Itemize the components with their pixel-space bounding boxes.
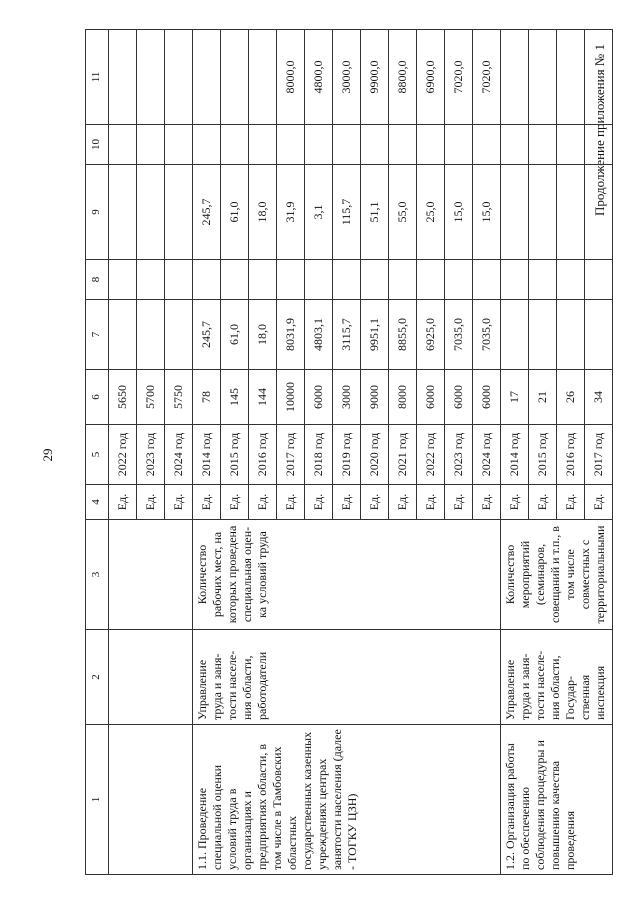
funding-cell: 115,7	[333, 165, 361, 260]
measure-name-cell: 1.1. Проведение специальной оценки условий труда в организациях и предприятиях области, в том числе в Тамбовских областных государственных казенных учреждениях центрах занятости населения (далее - ТОГКУ ЦЗН)	[193, 725, 501, 875]
funding-cell	[501, 165, 529, 260]
year-cell: 2017 год	[277, 425, 305, 485]
total-funding-cell	[501, 300, 529, 370]
year-cell: 2024 год	[473, 425, 501, 485]
empty-cell	[193, 260, 221, 300]
funding-cell: 4800,0	[305, 30, 333, 125]
unit-cell: Ед.	[193, 485, 221, 520]
funding-cell	[557, 30, 585, 125]
measures-table	[85, 29, 613, 875]
unit-cell: Ед.	[221, 485, 249, 520]
unit-cell: Ед.	[249, 485, 277, 520]
empty-cell	[501, 125, 529, 165]
unit-cell: Ед.	[501, 485, 529, 520]
target-value-cell: 6000	[445, 370, 473, 425]
column-number-6: 6	[86, 370, 109, 425]
target-value-cell: 78	[193, 370, 221, 425]
total-funding-cell	[137, 300, 165, 370]
empty-cell	[557, 260, 585, 300]
funding-cell	[137, 165, 165, 260]
empty-cell	[529, 125, 557, 165]
funding-cell	[165, 165, 193, 260]
funding-cell: 15,0	[445, 165, 473, 260]
empty-cell	[109, 125, 137, 165]
empty-cell	[389, 260, 417, 300]
unit-cell: Ед.	[389, 485, 417, 520]
funding-cell	[193, 30, 221, 125]
target-value-cell: 144	[249, 370, 277, 425]
unit-cell: Ед.	[557, 485, 585, 520]
funding-cell: 18,0	[249, 165, 277, 260]
funding-cell	[529, 165, 557, 260]
target-value-cell: 5750	[165, 370, 193, 425]
unit-cell: Ед.	[137, 485, 165, 520]
target-value-cell: 26	[557, 370, 585, 425]
empty-cell	[361, 125, 389, 165]
empty-cell	[221, 260, 249, 300]
empty-cell	[445, 260, 473, 300]
target-value-cell: 145	[221, 370, 249, 425]
total-funding-cell: 6925,0	[417, 300, 445, 370]
funding-cell: 25,0	[417, 165, 445, 260]
target-value-cell: 9000	[361, 370, 389, 425]
empty-cell	[333, 125, 361, 165]
empty-merged-cell	[109, 630, 193, 725]
funding-cell	[557, 165, 585, 260]
total-funding-cell: 61,0	[221, 300, 249, 370]
funding-cell: 61,0	[221, 165, 249, 260]
empty-cell	[305, 125, 333, 165]
empty-cell	[277, 125, 305, 165]
year-cell: 2016 год	[557, 425, 585, 485]
total-funding-cell: 245,7	[193, 300, 221, 370]
year-cell: 2024 год	[165, 425, 193, 485]
column-number-9: 9	[86, 165, 109, 260]
funding-cell	[585, 165, 613, 260]
column-number-7: 7	[86, 300, 109, 370]
unit-cell: Ед.	[473, 485, 501, 520]
target-value-cell: 34	[585, 370, 613, 425]
target-value-cell: 17	[501, 370, 529, 425]
column-number-5: 5	[86, 425, 109, 485]
target-value-cell: 8000	[389, 370, 417, 425]
funding-cell: 245,7	[193, 165, 221, 260]
year-cell: 2016 год	[249, 425, 277, 485]
year-cell: 2022 год	[417, 425, 445, 485]
total-funding-cell	[557, 300, 585, 370]
year-cell: 2023 год	[137, 425, 165, 485]
funding-cell: 3,1	[305, 165, 333, 260]
year-cell: 2014 год	[501, 425, 529, 485]
empty-merged-cell	[109, 725, 193, 875]
funding-cell: 31,9	[277, 165, 305, 260]
page-number: 29	[40, 448, 55, 462]
table-row	[193, 30, 221, 875]
empty-cell	[389, 125, 417, 165]
year-cell: 2018 год	[305, 425, 333, 485]
funding-cell	[137, 30, 165, 125]
total-funding-cell: 18,0	[249, 300, 277, 370]
year-cell: 2021 год	[389, 425, 417, 485]
empty-cell	[109, 260, 137, 300]
total-funding-cell: 9951,1	[361, 300, 389, 370]
column-number-3: 3	[86, 520, 109, 630]
funding-cell: 7020,0	[445, 30, 473, 125]
unit-cell: Ед.	[333, 485, 361, 520]
target-value-cell: 6000	[305, 370, 333, 425]
target-value-cell: 10000	[277, 370, 305, 425]
total-funding-cell: 8031,9	[277, 300, 305, 370]
target-value-cell: 6000	[473, 370, 501, 425]
year-cell: 2015 год	[529, 425, 557, 485]
empty-cell	[333, 260, 361, 300]
empty-cell	[417, 260, 445, 300]
empty-cell	[277, 260, 305, 300]
target-value-cell: 21	[529, 370, 557, 425]
empty-cell	[473, 125, 501, 165]
empty-cell	[417, 125, 445, 165]
column-number-4: 4	[86, 485, 109, 520]
funding-cell: 9900,0	[361, 30, 389, 125]
funding-cell	[165, 30, 193, 125]
executor-cell: Управление труда и заня-тости населе-ния области, Государ-ственная инспекция	[501, 630, 613, 725]
total-funding-cell: 4803,1	[305, 300, 333, 370]
unit-cell: Ед.	[445, 485, 473, 520]
funding-cell: 8000,0	[277, 30, 305, 125]
total-funding-cell	[109, 300, 137, 370]
empty-cell	[529, 260, 557, 300]
funding-cell: 7020,0	[473, 30, 501, 125]
empty-cell	[165, 260, 193, 300]
year-cell: 2023 год	[445, 425, 473, 485]
total-funding-cell	[585, 300, 613, 370]
total-funding-cell	[529, 300, 557, 370]
indicator-cell: Количество рабочих мест, на которых проведена специальная оцен-ка условий труда	[193, 520, 501, 630]
column-number-2: 2	[86, 630, 109, 725]
table-row	[501, 30, 529, 875]
target-value-cell: 6000	[417, 370, 445, 425]
column-number-1: 1	[86, 725, 109, 875]
total-funding-cell: 8855,0	[389, 300, 417, 370]
funding-cell	[249, 30, 277, 125]
empty-cell	[473, 260, 501, 300]
year-cell: 2017 год	[585, 425, 613, 485]
empty-cell	[361, 260, 389, 300]
executor-cell: Управление труда и заня-тости населе-ния области, работодатели	[193, 630, 501, 725]
unit-cell: Ед.	[529, 485, 557, 520]
empty-cell	[501, 260, 529, 300]
funding-cell	[109, 30, 137, 125]
total-funding-cell	[165, 300, 193, 370]
funding-cell	[109, 165, 137, 260]
year-cell: 2022 год	[109, 425, 137, 485]
unit-cell: Ед.	[305, 485, 333, 520]
funding-cell	[585, 30, 613, 125]
empty-cell	[557, 125, 585, 165]
column-number-11: 11	[86, 30, 109, 125]
empty-cell	[249, 260, 277, 300]
empty-cell	[585, 125, 613, 165]
funding-cell	[221, 30, 249, 125]
empty-cell	[221, 125, 249, 165]
unit-cell: Ед.	[277, 485, 305, 520]
year-cell: 2015 год	[221, 425, 249, 485]
empty-cell	[305, 260, 333, 300]
funding-cell: 55,0	[389, 165, 417, 260]
empty-cell	[165, 125, 193, 165]
table-row	[109, 30, 137, 875]
funding-cell	[529, 30, 557, 125]
indicator-cell: Количество мероприятий (семинаров, совещаний и т.п., в том числе совместных с территориальными	[501, 520, 613, 630]
year-cell: 2020 год	[361, 425, 389, 485]
funding-cell: 3000,0	[333, 30, 361, 125]
unit-cell: Ед.	[361, 485, 389, 520]
funding-cell	[501, 30, 529, 125]
target-value-cell: 5700	[137, 370, 165, 425]
measure-name-cell: 1.2. Организация работы по обеспечению соблюдения процедуры и повышению качества проведения	[501, 725, 613, 875]
total-funding-cell: 7035,0	[473, 300, 501, 370]
total-funding-cell: 3115,7	[333, 300, 361, 370]
year-cell: 2019 год	[333, 425, 361, 485]
column-number-8: 8	[86, 260, 109, 300]
appendix-continuation-label: Продолжение приложения № 1	[592, 44, 607, 216]
unit-cell: Ед.	[109, 485, 137, 520]
target-value-cell: 5650	[109, 370, 137, 425]
target-value-cell: 3000	[333, 370, 361, 425]
empty-cell	[193, 125, 221, 165]
column-number-row	[86, 30, 109, 875]
column-number-10: 10	[86, 125, 109, 165]
funding-cell: 6900,0	[417, 30, 445, 125]
total-funding-cell: 7035,0	[445, 300, 473, 370]
unit-cell: Ед.	[417, 485, 445, 520]
funding-cell: 8800,0	[389, 30, 417, 125]
empty-cell	[137, 260, 165, 300]
year-cell: 2014 год	[193, 425, 221, 485]
empty-merged-cell	[109, 520, 193, 630]
empty-cell	[137, 125, 165, 165]
funding-cell: 15,0	[473, 165, 501, 260]
funding-cell: 51,1	[361, 165, 389, 260]
empty-cell	[249, 125, 277, 165]
empty-cell	[445, 125, 473, 165]
empty-cell	[585, 260, 613, 300]
unit-cell: Ед.	[585, 485, 613, 520]
unit-cell: Ед.	[165, 485, 193, 520]
